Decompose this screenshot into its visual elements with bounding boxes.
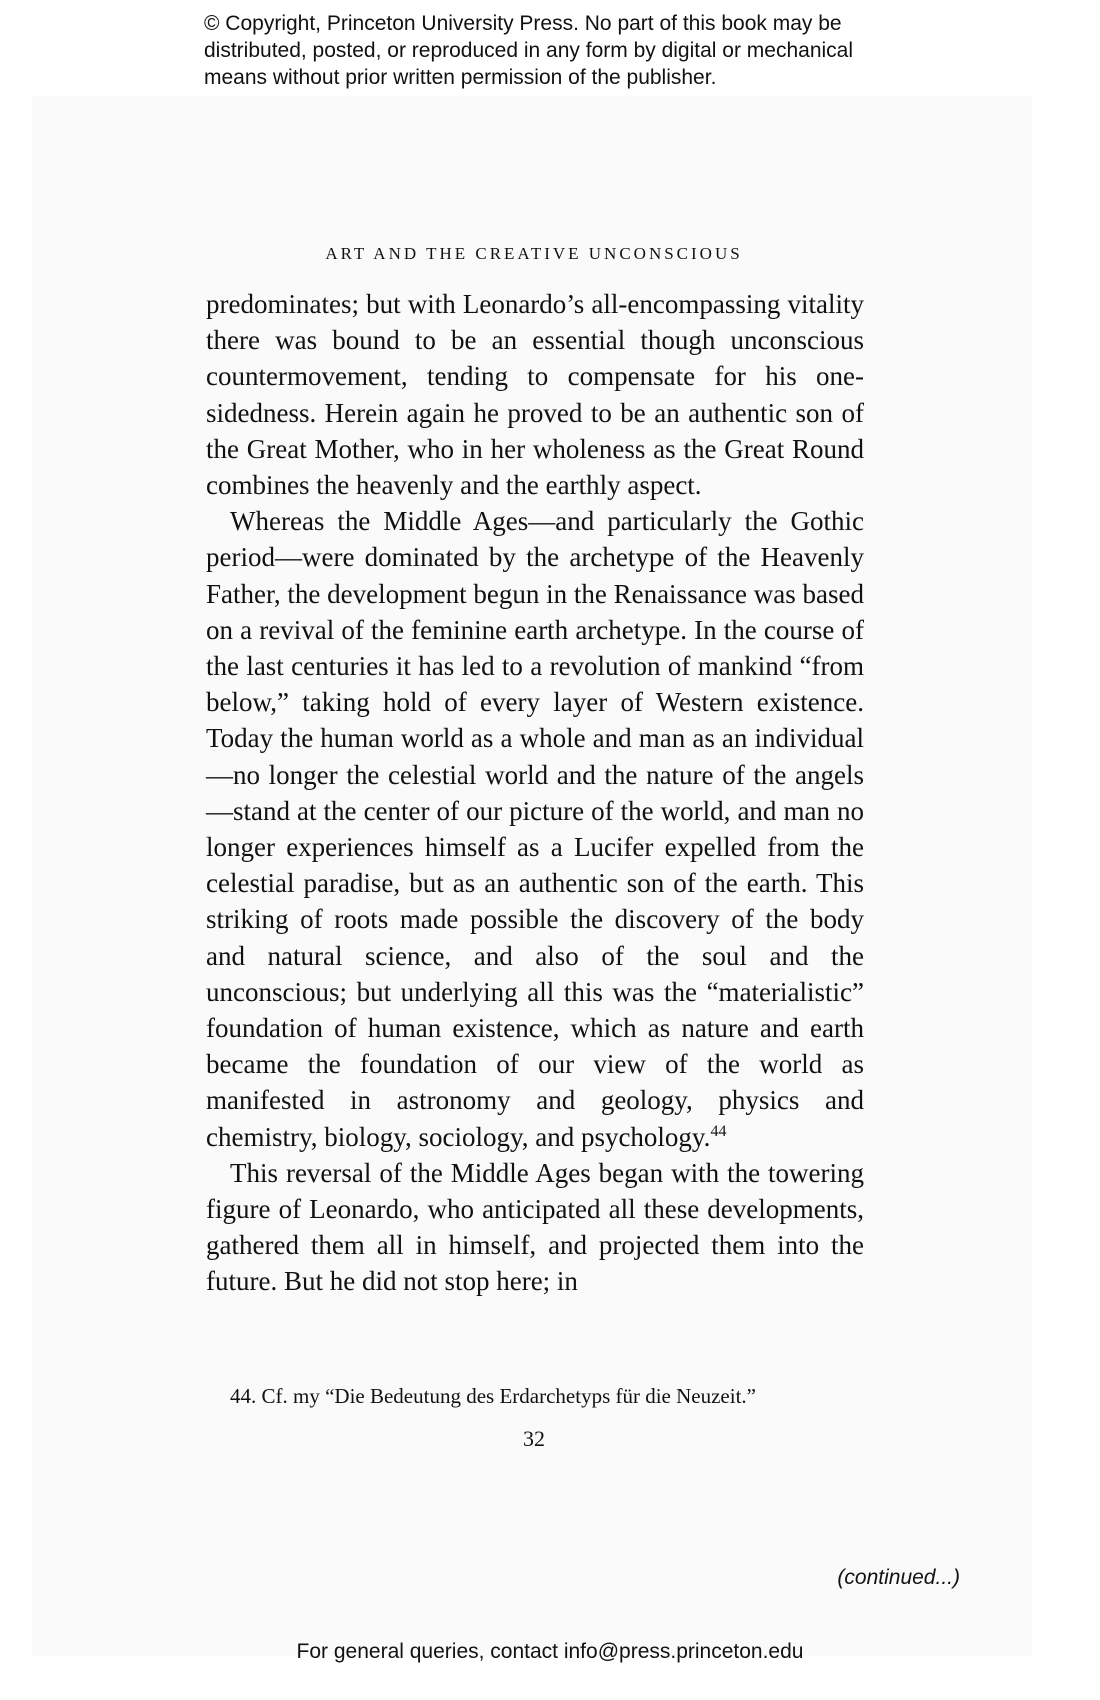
footnote-reference[interactable]: 44 [710, 1122, 727, 1140]
running-head: ART AND THE CREATIVE UNCONSCIOUS [325, 244, 743, 263]
copyright-notice [204, 10, 924, 91]
body-text [206, 286, 864, 1300]
copyright-line: © Copyright, Princeton University Press. No part of this book may be [204, 12, 842, 35]
paragraph-text: Whereas the Middle Ages—and particularly the Gothic period—were dominated by the archetype of the Heavenly Father, the development begun in the Renaissance was based on a revival of the feminine earth archetype. In the course of the last centuries it has led to a revolution of mankind “from below,” taking hold of every layer of Western existence. Today the human world as a whole and man as an individual—no longer the celestial world and the nature of the angels—stand at the center of our picture of the world, and man no longer experiences himself as a Lucifer expelled from the celestial paradise, but as an authentic son of the earth. This striking of roots made possible the discovery of the body and natural science, and also of the soul and the unconscious; but underlying all this was the “materialistic” foundation of human existence, which as nature and earth became the foundation of our view of the world as manifested in astronomy and geology, physics and chemistry, biology, sociology, and psychology. [206, 506, 864, 1152]
copyright-line: distributed, posted, or reproduced in any form by digital or mechanical [204, 39, 854, 62]
contact-line: For general queries, contact info@press.princeton.edu [296, 1640, 804, 1663]
footnote: 44. Cf. my “Die Bedeutung des Erdarchetyps für die Neuzeit.” [230, 1384, 756, 1408]
paragraph: This reversal of the Middle Ages began with the towering figure of Leonardo, who anticipated all these developments, gathered them all in himself, and projected them into the future. But he did not stop here; in [206, 1157, 864, 1297]
page-number: 32 [523, 1426, 545, 1451]
paragraph [206, 503, 864, 1155]
paragraph: predominates; but with Leonardo’s all-encompassing vitality there was bound to be an essential though unconscious countermovement, tending to compensate for his one-sidedness. Herein again he proved to be an authentic son of the Great Mother, who in her wholeness as the Great Round combines the heavenly and the earthly aspect. [206, 289, 864, 501]
copyright-line: means without prior written permission of the publisher. [204, 66, 717, 89]
continued-note: (continued...) [837, 1566, 960, 1589]
